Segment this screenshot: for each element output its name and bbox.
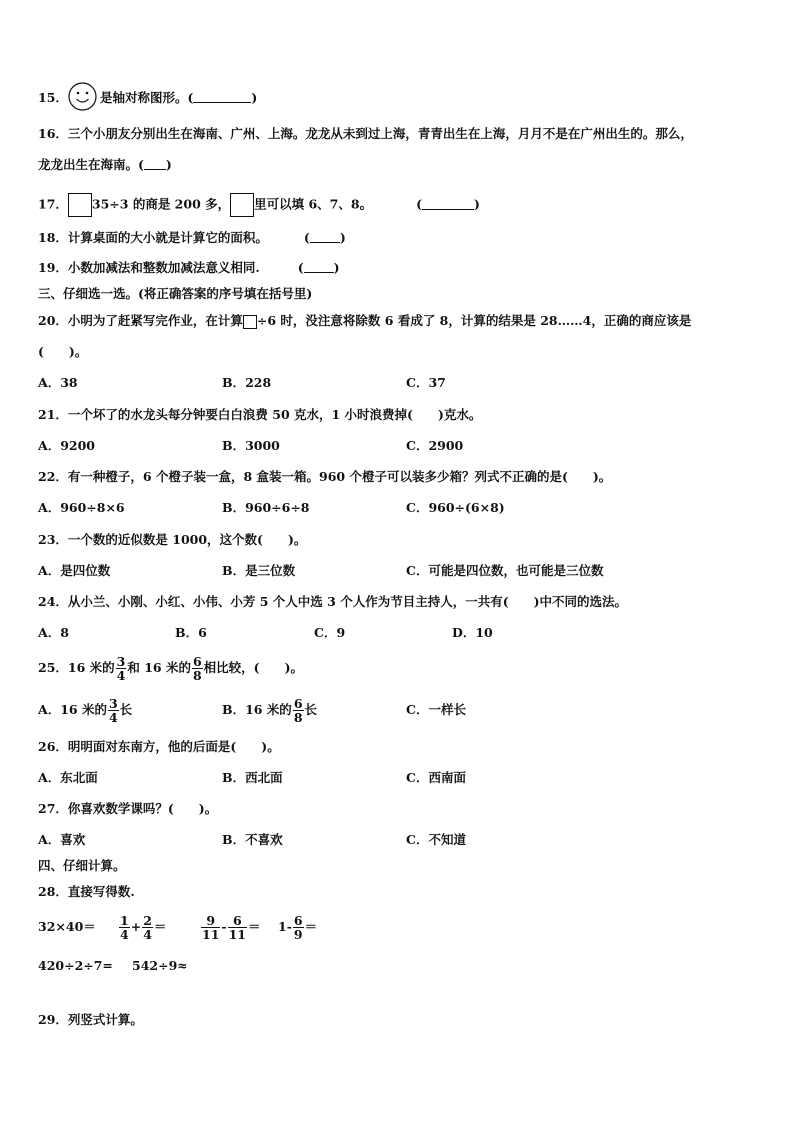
numerator: 9 [206, 913, 216, 928]
expression-6: 542÷9≈ [132, 958, 188, 973]
paren-close: ) [251, 90, 258, 105]
option-b[interactable]: B．3000 [222, 438, 280, 453]
smiley-face-icon [68, 82, 97, 111]
fraction [192, 655, 203, 682]
expression-5: 420÷2÷7= [38, 958, 113, 973]
paren-close: ) [333, 260, 340, 275]
question-text: 18．计算桌面的大小就是计算它的面积。 [38, 230, 268, 245]
option-d[interactable]: D．10 [452, 625, 493, 640]
section-4-heading: 四、仔细计算。 [38, 858, 126, 873]
fraction [228, 914, 247, 941]
option-c[interactable]: C．37 [406, 375, 446, 390]
option-text: B．16 米的 [222, 702, 292, 717]
question-19 [38, 260, 340, 276]
fraction [119, 914, 130, 941]
numerator: 6 [232, 913, 242, 928]
denominator: 4 [108, 710, 118, 725]
question-number: 17． [38, 196, 68, 212]
question-text: ÷6 时，没注意将除数 6 看成了 8，计算的结果是 28……4，正确的商应该是 [256, 313, 692, 328]
expression-text: 1- [278, 919, 292, 934]
question-25 [38, 654, 303, 682]
option-c[interactable]: C．西南面 [406, 770, 466, 785]
answer-blank[interactable] [144, 157, 166, 170]
fraction [293, 914, 304, 941]
question-text: 和 16 米的 [127, 660, 191, 675]
question-21: 21．一个坏了的水龙头每分钟要白白浪费 50 克水，1 小时浪费掉( )克水。 [38, 407, 482, 422]
answer-blank[interactable] [304, 260, 334, 273]
denominator: 8 [293, 710, 303, 725]
denominator: 11 [202, 927, 220, 942]
option-b[interactable] [222, 696, 317, 724]
fraction [293, 697, 304, 724]
option-text: 长 [304, 702, 318, 717]
option-text: 长 [119, 702, 133, 717]
option-a[interactable]: A．8 [38, 625, 69, 640]
option-a[interactable]: A．喜欢 [38, 832, 86, 847]
paren-open: ( [297, 260, 304, 275]
fraction [108, 697, 119, 724]
equals: ＝ [304, 919, 318, 934]
paren-close: ) [474, 196, 480, 212]
question-20-line2: ( )。 [38, 344, 88, 359]
question-17 [38, 193, 480, 217]
option-b[interactable]: B．不喜欢 [222, 832, 283, 847]
operator: + [130, 919, 142, 934]
option-c[interactable]: C．2900 [406, 438, 464, 453]
option-b[interactable]: B．228 [222, 375, 272, 390]
paren-close: ) [165, 157, 172, 172]
option-a[interactable]: A．38 [38, 375, 78, 390]
paren-open: ( [416, 196, 422, 212]
fraction [142, 914, 153, 941]
denominator: 9 [293, 927, 303, 942]
question-18 [38, 230, 346, 246]
option-b[interactable]: B．6 [175, 625, 207, 640]
question-text: 里可以填 6、7、8。 [254, 196, 373, 212]
question-26: 26．明明面对东南方，他的后面是( )。 [38, 739, 280, 754]
denominator: 4 [116, 668, 126, 683]
option-b[interactable]: B．960÷6÷8 [222, 500, 310, 515]
expression-1: 32×40＝ [38, 919, 96, 934]
question-text: 相比较，( )。 [203, 660, 304, 675]
option-a[interactable]: A．东北面 [38, 770, 98, 785]
numerator: 3 [116, 654, 126, 669]
question-text: 35÷3 的商是 200 多， [91, 196, 231, 212]
question-number: 15． [38, 90, 68, 105]
question-text: 19．小数加减法和整数加减法意义相同. [38, 260, 260, 275]
fill-in-box[interactable] [243, 315, 257, 329]
question-24: 24．从小兰、小刚、小红、小伟、小芳 5 个人中选 3 个人作为节目主持人，一共有( )中不同的选法。 [38, 594, 628, 609]
denominator: 11 [228, 927, 247, 942]
denominator: 4 [143, 927, 152, 942]
numerator: 1 [120, 913, 129, 928]
question-29: 29．列竖式计算。 [38, 1012, 143, 1027]
answer-blank[interactable] [193, 90, 251, 103]
option-a[interactable]: A．是四位数 [38, 563, 111, 578]
question-text: 龙龙出生在海南。( [38, 157, 144, 172]
question-15-text [100, 90, 257, 106]
operator: - [221, 919, 227, 934]
question-15 [38, 90, 68, 106]
fraction [201, 914, 220, 941]
fill-in-box[interactable] [230, 193, 254, 217]
denominator: 8 [192, 668, 202, 683]
option-c[interactable]: C．可能是四位数，也可能是三位数 [406, 563, 604, 578]
question-22: 22．有一种橙子，6 个橙子装一盒，8 盒装一箱。960 个橙子可以装多少箱？列式不正确的是( )。 [38, 469, 612, 484]
question-27: 27．你喜欢数学课吗？( )。 [38, 801, 218, 816]
option-a[interactable]: A．960÷8×6 [38, 500, 125, 515]
numerator: 2 [143, 913, 152, 928]
numerator: 6 [293, 913, 303, 928]
option-b[interactable]: B．是三位数 [222, 563, 296, 578]
fill-in-box[interactable] [68, 193, 92, 217]
expression-4 [278, 912, 317, 942]
question-23: 23．一个数的近似数是 1000，这个数( )。 [38, 532, 307, 547]
question-text: 25．16 米的 [38, 660, 115, 675]
section-3-heading: 三、仔细选一选。(将正确答案的序号填在括号里) [38, 286, 313, 301]
fraction [116, 655, 127, 682]
numerator: 6 [293, 696, 303, 711]
question-text: 20．小明为了赶紧写完作业，在计算 [38, 313, 243, 328]
equals: ＝ [153, 919, 167, 934]
equals: ＝ [248, 919, 261, 934]
option-c[interactable]: C．9 [314, 625, 346, 640]
numerator: 6 [192, 654, 202, 669]
question-16-line1: 16．三个小朋友分别出生在海南、广州、上海。龙龙从未到过上海，青青出生在上海，月月不是在广州出生的。那么， [38, 126, 693, 141]
option-c[interactable]: C．960÷(6×8) [406, 500, 505, 515]
question-20-line1 [38, 313, 691, 329]
expression-3 [200, 912, 261, 942]
option-a[interactable] [38, 696, 132, 724]
option-c[interactable]: C．一样长 [406, 702, 466, 717]
option-a[interactable]: A．9200 [38, 438, 95, 453]
expression-2 [118, 912, 166, 942]
denominator: 4 [120, 927, 129, 942]
paren-open: ( [303, 230, 310, 245]
question-text: 是轴对称图形。( [100, 90, 194, 105]
option-text: A．16 米的 [38, 702, 107, 717]
option-b[interactable]: B．西北面 [222, 770, 283, 785]
question-28-title: 28．直接写得数. [38, 884, 135, 899]
paren-close: ) [339, 230, 346, 245]
numerator: 3 [108, 696, 118, 711]
option-c[interactable]: C．不知道 [406, 832, 466, 847]
answer-blank[interactable] [310, 230, 340, 243]
question-16-line2 [38, 157, 172, 173]
answer-blank[interactable] [422, 197, 474, 210]
